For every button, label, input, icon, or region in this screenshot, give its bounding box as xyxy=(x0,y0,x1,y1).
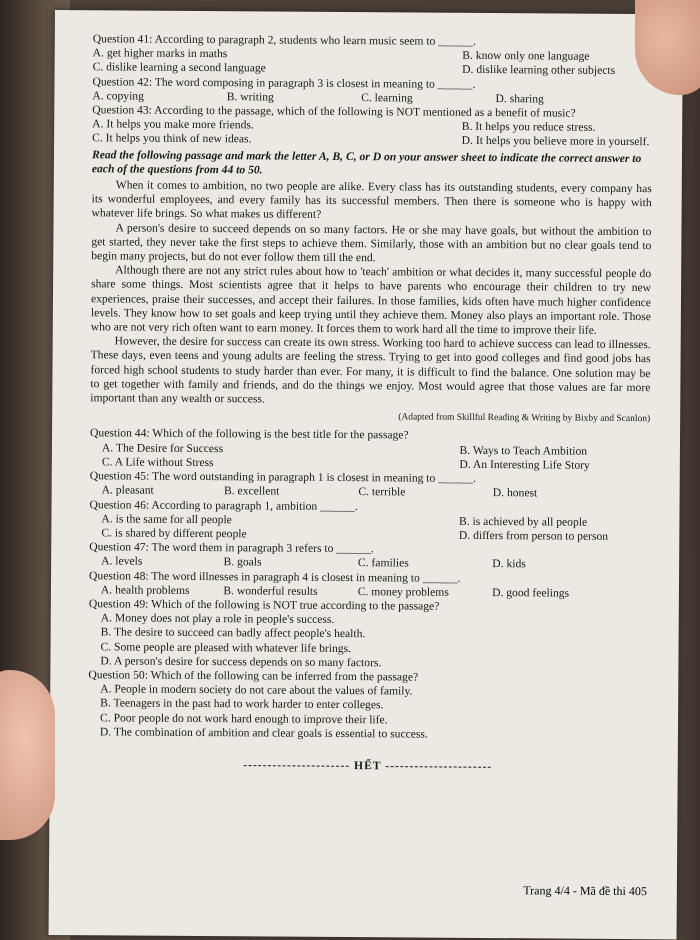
q41-option-d: D. dislike learning other subjects xyxy=(462,63,616,78)
question-44: Question 44: Which of the following is the best title for the passage? xyxy=(90,426,409,442)
q48-option-c: C. money problems xyxy=(357,584,449,599)
q50-option-c: C. Poor people do not work hard enough to improve their life. xyxy=(100,710,388,726)
question-47: Question 47: The word them in paragraph 3 refers to ______. xyxy=(89,540,375,556)
q45-option-d: D. honest xyxy=(492,486,538,500)
question-49: Question 49: Which of the following is NOT true according to the passage? xyxy=(88,597,440,613)
question-41: Question 41: According to paragraph 2, students who learn music seem to ______. xyxy=(92,32,477,48)
q48-option-a: A. health problems xyxy=(100,583,190,597)
q41-option-b: B. know only one language xyxy=(462,49,590,63)
q45-option-b: B. excellent xyxy=(223,484,280,498)
exam-page xyxy=(49,10,683,939)
paragraph-2: A person's desire to succeed depends on so many factors. He or she may have goals, but without the ambition to get started, they never take the first steps to achieve them. Similarly, those with an ambition but no clear goals tend to begin many projects, but do not ever follow them till the end. xyxy=(91,221,652,265)
q46-option-a: A. is the same for all people xyxy=(101,512,232,526)
q42-option-a: A. copying xyxy=(92,89,144,103)
q46-options xyxy=(89,512,649,544)
q41-options xyxy=(93,46,653,78)
q43-option-c: C. It helps you think of new ideas. xyxy=(92,131,252,146)
q50-option-b: B. Teenagers in the past had to work harder to enter colleges. xyxy=(100,696,384,712)
q42-option-b: B. writing xyxy=(226,90,274,104)
q41-option-a: A. get higher marks in maths xyxy=(92,46,228,61)
q41-option-c: C. dislike learning a second language xyxy=(92,60,266,75)
q43-option-d: D. It helps you believe more in yourself. xyxy=(461,134,650,149)
exam-content xyxy=(88,32,653,787)
q50-option-d: D. The combination of ambition and clear goals is essential to success. xyxy=(99,725,428,741)
q49-option-c: C. Some people are pleased with whatever life brings. xyxy=(100,639,352,655)
question-45: Question 45: The word outstanding in paragraph 1 is closest in meaning to ______. xyxy=(89,469,476,486)
q44-option-c: C. A Life without Stress xyxy=(101,455,214,470)
q44-option-d: D. An Interesting Life Story xyxy=(459,457,590,472)
q48-option-b: B. wonderful results xyxy=(223,583,318,598)
instruction: Read the following passage and mark the letter A, B, C, or D on your answer sheet to indicate the correct answer to each of the questions from 44 to 50. xyxy=(91,147,642,177)
q44-option-a: A. The Desire for Success xyxy=(101,441,224,455)
source-citation: (Adapted from Skillful Reading & Writing by Bixby and Scanlon) xyxy=(398,412,651,425)
q47-option-b: B. goals xyxy=(223,555,262,569)
question-43: Question 43: According to the passage, which of the following is NOT mentioned as a benefit of music? xyxy=(92,103,576,120)
question-50: Question 50: Which of the following can be inferred from the passage? xyxy=(88,668,419,684)
q46-option-b: B. is achieved by all people xyxy=(458,514,588,529)
end-marker: ---------------------- HẾT ---------------------- xyxy=(243,758,493,774)
q45-option-c: C. terrible xyxy=(358,485,406,499)
q46-option-c: C. is shared by different people xyxy=(101,526,247,541)
question-42: Question 42: The word composing in paragraph 3 is closest in meaning to ______. xyxy=(92,74,476,91)
q44-option-b: B. Ways to Teach Ambition xyxy=(459,443,588,458)
q49-option-a: A. Money does not play a role in people's success. xyxy=(100,611,335,627)
q50-option-a: A. People in modern society do not care about the values of family. xyxy=(100,682,413,698)
paragraph-3: Although there are not any strict rules about how to 'teach' ambition or what decides it, many successful people do share some things. Most scientists agree that it helps to have parents who encourage their children to try new experiences, praise their successes, and accept their failures. In those families, kids often have much higher confidence levels. They know how to set goals and keep trying until they achieve them. Money also plays an important role. Those who are not very rich often want to earn money. It forces them to work hard all the time to improve their life. xyxy=(90,263,652,337)
q44-options xyxy=(90,441,650,473)
q43-option-b: B. It helps you reduce stress. xyxy=(461,120,596,134)
q49-options xyxy=(88,611,648,672)
q47-option-d: D. kids xyxy=(492,557,526,571)
question-46: Question 46: According to paragraph 1, ambition ______. xyxy=(89,497,358,513)
q48-option-d: D. good feelings xyxy=(492,585,570,600)
q42-option-d: D. sharing xyxy=(495,91,544,106)
page-footer: Trang 4/4 - Mã đề thi 405 xyxy=(523,883,647,899)
paragraph-1: When it comes to ambition, no two people are alike. Every class has its outstanding students, every company has its wonderful employees, and every family has its successful members. Then there is someone who is happy with whatever life brings. So what makes us different? xyxy=(91,178,652,222)
q49-option-d: D. A person's desire for success depends on so many factors. xyxy=(100,654,382,670)
q49-option-b: B. The desire to succeed can badly affect people's health. xyxy=(100,625,366,641)
q46-option-d: D. differs from person to person xyxy=(458,528,609,543)
q43-option-a: A. It helps you make more friends. xyxy=(92,117,254,132)
finger-bottom-left xyxy=(0,670,55,840)
q50-options xyxy=(88,682,648,743)
q43-options xyxy=(92,117,652,149)
q47-option-c: C. families xyxy=(357,556,409,570)
q42-option-c: C. learning xyxy=(361,90,413,105)
q47-option-a: A. levels xyxy=(101,554,143,568)
paragraph-4: However, the desire for success can create its own stress. Working too hard to achieve success can lead to illnesses. These days, even teens and young adults are feeling the stress. Trying to get into good colleges and find good jobs has forced high school students to study harder than ever. For many, it is difficult to find the balance. One solution may be to get together with family and friends, and do the things we enjoy. Most would agree that those values are far more important than any wealth or success. xyxy=(90,334,651,406)
question-48: Question 48: The word illnesses in paragraph 4 is closest in meaning to ______. xyxy=(89,568,461,585)
q45-option-a: A. pleasant xyxy=(101,483,154,497)
